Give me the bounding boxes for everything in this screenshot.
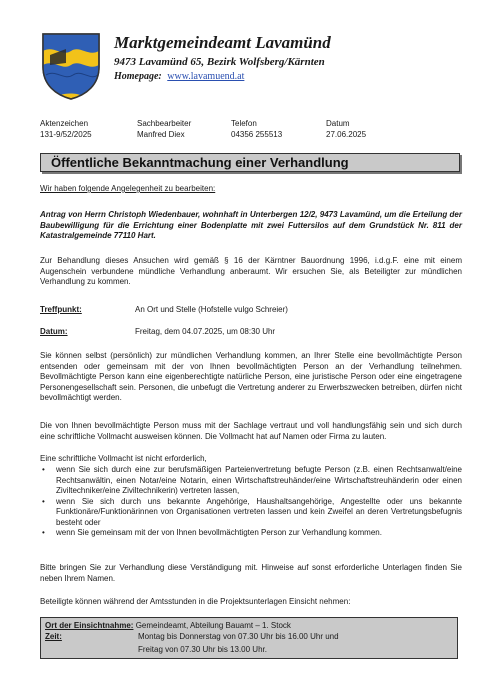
telefon-value: 04356 255513 <box>231 130 283 139</box>
homepage-label: Homepage: <box>114 71 162 82</box>
page-title: Öffentliche Bekanntmachung einer Verhandlung <box>51 155 349 170</box>
treffpunkt-label: Treffpunkt: <box>40 305 82 314</box>
telefon-label: Telefon <box>231 119 257 128</box>
verhandlung-datum-label: Datum: <box>40 327 68 336</box>
intro-text: Wir haben folgende Angelegenheit zu bearbeiten: <box>40 184 216 193</box>
einsichtnahme-box <box>40 617 458 659</box>
ort-label: Ort der Einsichtnahme: <box>45 621 134 630</box>
vollmacht-intro: Eine schriftliche Vollmacht ist nicht erforderlich, <box>40 454 207 463</box>
ort-value: Gemeindeamt, Abteilung Bauamt – 1. Stock <box>135 621 291 630</box>
datum-value: 27.06.2025 <box>326 130 367 139</box>
treffpunkt-value: An Ort und Stelle (Hofstelle vulgo Schreier) <box>135 305 288 314</box>
list-item: • wenn Sie sich durch uns bekannte Angehörige, Haushaltsangehörige, Angestellte oder uns bekannte Funktionäre/Funktionärinnen von Organisationen vertreten lassen und kein Zweifel an deren Vertretungsbefugnis besteht oder <box>40 497 462 529</box>
ort-row <box>45 621 291 630</box>
meta-telefon <box>231 118 282 140</box>
list-item: • wenn Sie sich durch eine zur berufsmäßigen Parteienvertretung befugte Person (z.B. einen Rechtsanwalt/eine Rechtsanwältin, einen Notar/eine Notarin, einen Wirtschaftstreuhänder/eine Wirtschaftstreuhänderin oder einen Ziviltechniker/eine Ziviltechnikerin) vertreten lassen, <box>40 465 462 497</box>
zeit-line-1: Montag bis Donnerstag von 07.30 Uhr bis 16.00 Uhr und <box>138 632 339 641</box>
meta-aktenzeichen <box>40 118 92 140</box>
aktenzeichen-value: 131-9/52/2025 <box>40 130 92 139</box>
bitte-text: Bitte bringen Sie zur Verhandlung diese Verständigung mit. Hinweise auf sonst erforderliche Unterlagen finden Sie neben Ihrem Namen. <box>40 563 462 583</box>
persoenlich-text: Sie können selbst (persönlich) zur mündlichen Verhandlung kommen, an Ihrer Stelle eine bevollmächtigte Person entsenden oder gemeinsam mit der von Ihnen bevollmächtigten Person an der Verhandlung teilnehmen. Bevollmächtigte Person kann eine eigenberechtigte natürliche Person, eine juristische Person oder eine eingetragene Personengesellschaft sein. Personen, die unbefugt die Vertretung anderer zu Erwerbszwecken betreiben, dürfen nicht bevollmächtigt werden. <box>40 351 462 402</box>
zeit-line-2: Freitag von 07.30 Uhr bis 13.00 Uhr. <box>138 645 267 654</box>
vertraut-text: Die von Ihnen bevollmächtigte Person muss mit der Sachlage vertraut und voll handlungsfähig sein und sich durch eine schriftliche Vollmacht ausweisen können. Die Vollmacht hat auf Namen oder Firma zu lauten. <box>40 421 462 441</box>
homepage-link[interactable]: www.lavamuend.at <box>167 71 245 82</box>
datum-label: Datum <box>326 119 350 128</box>
org-title: Marktgemeindeamt Lavamünd <box>114 33 331 52</box>
coat-of-arms-icon <box>40 31 102 101</box>
verhandlung-datum-value: Freitag, dem 04.07.2025, um 08:30 Uhr <box>135 327 276 336</box>
zeit-label-row <box>45 632 62 641</box>
zeit-label: Zeit: <box>45 632 62 641</box>
aktenzeichen-label: Aktenzeichen <box>40 119 89 128</box>
meta-datum <box>326 118 366 140</box>
sachbearbeiter-label: Sachbearbeiter <box>137 119 192 128</box>
einsicht-text: Beteiligte können während der Amtsstunden in die Projektsunterlagen Einsicht nehmen: <box>40 597 351 606</box>
vollmacht-list <box>40 465 462 539</box>
org-homepage <box>114 71 244 82</box>
org-address: 9473 Lavamünd 65, Bezirk Wolfsberg/Kärnten <box>114 56 325 68</box>
list-item: • wenn Sie gemeinsam mit der von Ihnen bevollmächtigten Person zur Verhandlung kommen. <box>40 528 462 539</box>
antrag-text: Antrag von Herrn Christoph Wiedenbauer, wohnhaft in Unterbergen 12/2, 9473 Lavamünd, um die Erteilung der Baubewilligung für die Errichtung einer Bodenplatte mit zwei Futtersilos auf dem Grundstück Nr. 811 der Katastralgemeinde 77110 Hart. <box>40 210 462 240</box>
behandlung-text: Zur Behandlung dieses Ansuchen wird gemäß § 16 der Kärntner Bauordnung 1996, i.d.g.F. eine mit einem Augenschein verbundene mündliche Verhandlung anberaumt. Wir ersuchen Sie, als Beteiligter zur mündlichen Verhandlung zu kommen. <box>40 256 462 286</box>
sachbearbeiter-value: Manfred Diex <box>137 130 185 139</box>
title-bar <box>40 153 460 172</box>
meta-sachbearbeiter <box>137 118 191 140</box>
